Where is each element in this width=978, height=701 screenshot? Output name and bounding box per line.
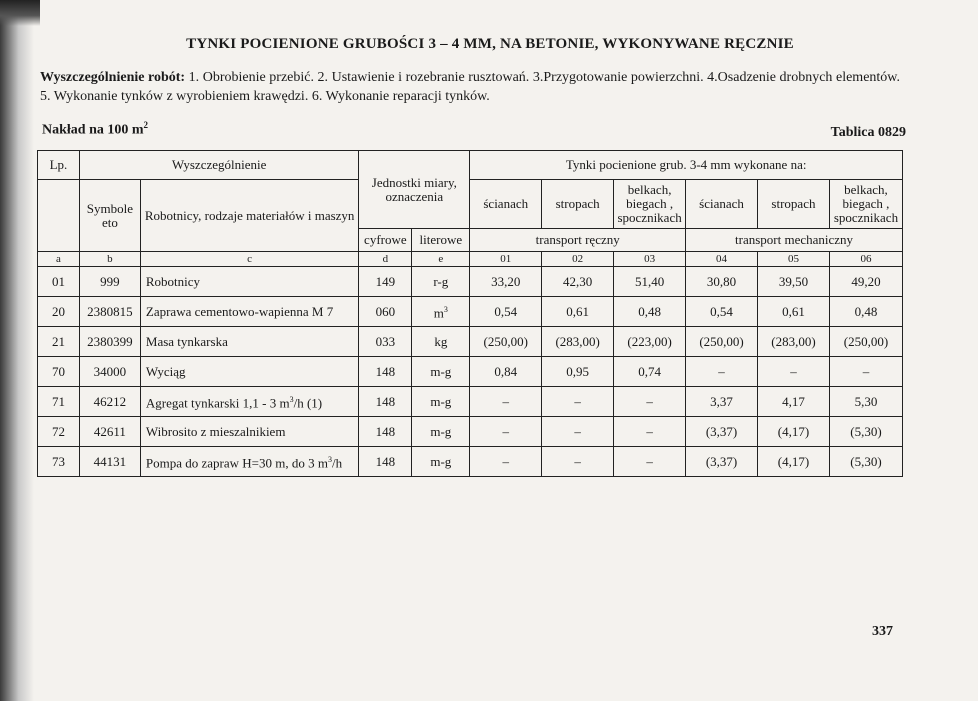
row-lp: 70 [38, 357, 80, 387]
page-number: 337 [872, 624, 893, 639]
description-label: Wyszczególnienie robót: [40, 70, 186, 85]
row-value: 39,50 [758, 267, 830, 297]
row-value: – [470, 417, 542, 447]
row-symbol: 44131 [79, 447, 140, 477]
header-lp: Lp. [38, 151, 80, 180]
row-value: 5,30 [829, 387, 902, 417]
row-value: 0,74 [614, 357, 686, 387]
unit-exponent: 3 [443, 304, 448, 314]
naklad-heading [42, 120, 148, 139]
row-lp: 71 [38, 387, 80, 417]
column-index: e [412, 252, 470, 267]
column-index-row [38, 252, 903, 267]
header-symbole: Symbole eto [79, 180, 140, 252]
row-value: – [686, 357, 758, 387]
header-transport-reczny: transport ręczny [470, 229, 686, 252]
row-value: (250,00) [829, 327, 902, 357]
page-title: TYNKI POCIENIONE GRUBOŚCI 3 – 4 MM, NA BETONIE, WYKONYWANE RĘCZNIE [186, 36, 794, 52]
row-value: 0,48 [614, 297, 686, 327]
row-value: (4,17) [758, 417, 830, 447]
row-value: – [614, 387, 686, 417]
row-value: (5,30) [829, 447, 902, 477]
row-value: 0,54 [470, 297, 542, 327]
header-lp-blank [38, 180, 80, 252]
row-literowe: r-g [412, 267, 470, 297]
norms-table [37, 150, 903, 477]
table-row [38, 417, 903, 447]
header-stropach-1: stropach [542, 180, 614, 229]
header-jednostki: Jednostki miary, oznaczenia [359, 151, 470, 229]
row-literowe [412, 297, 470, 327]
page-corner-shadow [0, 0, 40, 26]
row-name: Zaprawa cementowo-wapienna M 7 [140, 297, 358, 327]
row-lp: 01 [38, 267, 80, 297]
row-literowe: m-g [412, 357, 470, 387]
row-literowe: m-g [412, 447, 470, 477]
column-index: a [38, 252, 80, 267]
row-literowe: m-g [412, 387, 470, 417]
column-index: 06 [829, 252, 902, 267]
name-text-suffix: /h (1) [293, 395, 323, 411]
row-value: – [614, 447, 686, 477]
row-cyfrowe: 148 [359, 447, 412, 477]
header-row-2 [38, 180, 903, 229]
header-belkach-1: belkach, biegach , spocznikach [614, 180, 686, 229]
row-value: – [614, 417, 686, 447]
column-index: d [359, 252, 412, 267]
row-symbol: 2380815 [79, 297, 140, 327]
header-literowe: literowe [412, 229, 470, 252]
table-row [38, 387, 903, 417]
naklad-label: Nakład na 100 m [42, 122, 144, 138]
row-value: 0,54 [686, 297, 758, 327]
description-text: 1. Obrobienie przebić. 2. Ustawienie i rozebranie rusztowań. 3.Przygotowanie powierzchni. 4.Osadzenie drobnych elementów. 5. Wykonanie tynków z wyrobieniem krawędzi. 6. Wykonanie reparacji tynków. [40, 70, 901, 104]
row-value: (283,00) [542, 327, 614, 357]
naklad-exponent: 2 [143, 120, 149, 130]
row-value: 0,84 [470, 357, 542, 387]
column-index: 03 [614, 252, 686, 267]
header-scianach-2: ścianach [686, 180, 758, 229]
name-text-suffix: /h [331, 455, 343, 471]
row-value: – [542, 417, 614, 447]
column-index: b [79, 252, 140, 267]
row-value: 51,40 [614, 267, 686, 297]
column-index: 05 [758, 252, 830, 267]
row-value: – [542, 447, 614, 477]
name-exponent: 3 [289, 394, 294, 404]
table-row [38, 267, 903, 297]
row-value: (250,00) [470, 327, 542, 357]
row-value: 33,20 [470, 267, 542, 297]
row-name [140, 387, 358, 417]
row-value: (3,37) [686, 447, 758, 477]
row-lp: 21 [38, 327, 80, 357]
row-name: Wyciąg [140, 357, 358, 387]
row-value: – [758, 357, 830, 387]
row-symbol: 34000 [79, 357, 140, 387]
row-cyfrowe: 148 [359, 417, 412, 447]
row-value: 0,95 [542, 357, 614, 387]
header-stropach-2: stropach [758, 180, 830, 229]
table-row [38, 447, 903, 477]
header-row-1 [38, 151, 903, 180]
row-value: (250,00) [686, 327, 758, 357]
header-transport-mechaniczny: transport mechaniczny [686, 229, 903, 252]
row-lp: 73 [38, 447, 80, 477]
row-cyfrowe: 033 [359, 327, 412, 357]
table-row [38, 297, 903, 327]
row-literowe: m-g [412, 417, 470, 447]
row-symbol: 42611 [79, 417, 140, 447]
row-value: 4,17 [758, 387, 830, 417]
row-value: – [542, 387, 614, 417]
row-value: 42,30 [542, 267, 614, 297]
row-cyfrowe: 148 [359, 387, 412, 417]
column-index: 01 [470, 252, 542, 267]
row-value: 0,48 [829, 297, 902, 327]
table-number: Tablica 0829 [830, 125, 906, 140]
column-index: c [140, 252, 358, 267]
row-name: Wibrosito z mieszalnikiem [140, 417, 358, 447]
name-text: Pompa do zapraw H=30 m, do 3 m [145, 455, 328, 471]
row-value: (4,17) [758, 447, 830, 477]
header-robotnicy: Robotnicy, rodzaje materiałów i maszyn [140, 180, 358, 252]
header-cyfrowe: cyfrowe [359, 229, 412, 252]
name-text: Agregat tynkarski 1,1 - 3 m [145, 395, 290, 411]
row-cyfrowe: 060 [359, 297, 412, 327]
work-description [40, 68, 900, 106]
row-name [140, 447, 358, 477]
row-value: – [470, 387, 542, 417]
row-lp: 20 [38, 297, 80, 327]
row-value: 30,80 [686, 267, 758, 297]
header-wyszczegolnienie: Wyszczególnienie [79, 151, 358, 180]
row-value: 3,37 [686, 387, 758, 417]
row-symbol: 46212 [79, 387, 140, 417]
row-value: 0,61 [758, 297, 830, 327]
row-value: 49,20 [829, 267, 902, 297]
unit-text: m [433, 305, 444, 321]
row-lp: 72 [38, 417, 80, 447]
name-exponent: 3 [327, 454, 332, 464]
header-belkach-2: belkach, biegach , spocznikach [829, 180, 902, 229]
row-value: – [829, 357, 902, 387]
column-index: 04 [686, 252, 758, 267]
row-name: Robotnicy [140, 267, 358, 297]
table-row [38, 327, 903, 357]
row-value: (283,00) [758, 327, 830, 357]
header-tynki: Tynki pocienione grub. 3-4 mm wykonane na: [470, 151, 903, 180]
row-cyfrowe: 149 [359, 267, 412, 297]
book-spine-shadow [0, 0, 34, 701]
row-value: (5,30) [829, 417, 902, 447]
row-value: 0,61 [542, 297, 614, 327]
row-literowe: kg [412, 327, 470, 357]
table-row [38, 357, 903, 387]
row-symbol: 999 [79, 267, 140, 297]
row-symbol: 2380399 [79, 327, 140, 357]
column-index: 02 [542, 252, 614, 267]
row-value: (3,37) [686, 417, 758, 447]
header-scianach-1: ścianach [470, 180, 542, 229]
row-value: (223,00) [614, 327, 686, 357]
row-value: – [470, 447, 542, 477]
row-cyfrowe: 148 [359, 357, 412, 387]
row-name: Masa tynkarska [140, 327, 358, 357]
